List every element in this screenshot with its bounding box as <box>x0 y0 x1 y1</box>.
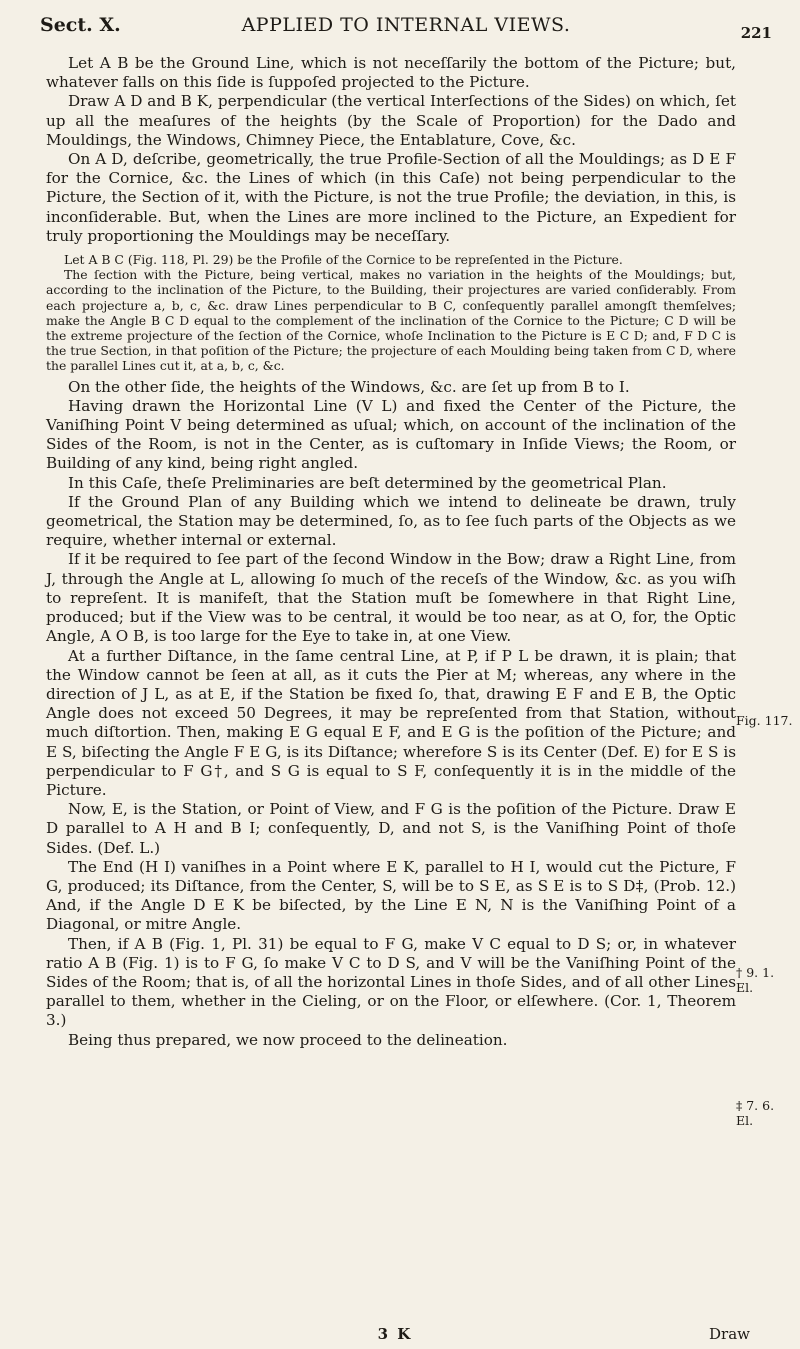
section-label: Sect. X. <box>40 14 121 36</box>
footnote-block <box>46 252 736 374</box>
paragraph: Now, E, is the Station, or Point of View, and F G is the poſition of the Picture. Draw E D parallel to A H and B I; conſequently, D, and not S, is the Vaniſhing Point of thoſe Sides. (Def. L.) <box>46 800 736 857</box>
paragraph: On A D, deſcribe, geometrically, the true Profile-Section of all the Mouldings; as D E F for the Cornice, &c. the Lines of which (in this Caſe) not being perpendicular to the Picture, the Section of it, with the Picture, is not the true Profile; the deviation, in this, is inconſiderable. But, when the Lines are more inclined to the Picture, an Expedient for truly proportioning the Mouldings may be neceſſary. <box>46 150 736 245</box>
margin-note-ref-2: ‡ 7. 6. El. <box>736 1098 775 1128</box>
paragraph: On the other ſide, the heights of the Windows, &c. are ſet up from B to I. <box>68 377 630 396</box>
paragraph: In this Caſe, theſe Preliminaries are beſt determined by the geometrical Plan. <box>68 473 667 492</box>
paragraph: If it be required to ſee part of the ſecond Window in the Bow; draw a Right Line, from J, through the Angle at L, allowing ſo much of the receſs of the Window, &c. as you wiſh to repreſent. It is manifeſt, that the Station muſt be ſomewhere in that Right Line, produced; but if the View was to be central, it would be too near, as at O, for, the Optic Angle, A O B, is too large for the Eye to take in, at one View. <box>46 550 736 646</box>
page-title: APPLIED TO INTERNAL VIEWS. <box>241 14 571 36</box>
paragraph: Let A B be the Ground Line, which is not neceſſarily the bottom of the Picture; but, whatever falls on this ſide is ſuppoſed projected to the Picture. <box>46 54 736 92</box>
paragraph: If the Ground Plan of any Building which we intend to delineate be drawn, truly geometrical, the Station may be determined, ſo, as to ſee ſuch parts of the Objects as we require, whether internal or external. <box>46 492 736 550</box>
paragraph: Draw A D and B K, perpendicular (the vertical Interſections of the Sides) on which, ſet up all the meaſures of the heights (by the Scale of Proportion) for the Dado and Mouldings, the Windows, Chimney Piece, the Entablature, Cove, &c. <box>46 92 736 149</box>
signature-mark: 3 K <box>377 1325 413 1343</box>
paragraph: Having drawn the Horizontal Line (V L) and fixed the Center of the Picture, the Vaniſhing Point V being determined as uſual; which, on account of the inclination of the Sides of the Room, is not in the Center, as is cuſtomary in Inſide Views; the Room, or Building of any kind, being right angled. <box>46 396 736 473</box>
paragraph: Being thus prepared, we now proceed to the delineation. <box>68 1030 508 1049</box>
catchword: Draw <box>709 1325 750 1343</box>
running-header <box>40 14 772 44</box>
paragraph: The End (H I) vaniſhes in a Point where E K, parallel to H I, would cut the Picture, F G, produced; its Diſtance, from the Center, S, will be to S E, as S E is to S D‡, (Prob. 12.) And, if the Angle D E K be biſected, by the Line E N, N is the Vaniſhing Point of a Diagonal, or mitre Angle. <box>46 857 736 934</box>
margin-note-fig: Fig. 117. <box>736 713 793 728</box>
paragraph: At a further Diſtance, in the ſame central Line, at P, if P L be drawn, it is plain; that the Window cannot be ſeen at all, as it cuts the Pier at M; whereas, any where in the direction of J L, as at E, if the Station be fixed ſo, that, drawing E F and E B, the Optic Angle does not exceed 50 Degrees, it may be repreſented from that Station, without much diſtortion. Then, making E G equal E F, and E G is the poſition of the Picture; and E S, biſecting the Angle F E G, is its Diſtance; wherefore S is its Center (Def. E) for E S is perpendicular to F G†, and S G is equal to S F, conſequently it is in the middle of the Picture. <box>46 646 736 799</box>
note-paragraph: The ſection with the Picture, being vertical, makes no variation in the heights of the Mouldings; but, according to the inclination of the Picture, to the Building, their projectures are varied conſiderably. From each projecture a, b, c, &c. draw Lines perpendicular to B C, conſequently parallel amongſt themſelves; make the Angle B C D equal to the complement of the inclination of the Cornice to the Picture; C D will be the extreme projecture of the ſection of the Cornice, whoſe Inclination to the Picture is E C D; and, F D C is the true Section, in that poſition of the Picture; the projecture of each Moulding being taken from C D, where the parallel Lines cut it, at a, b, c, &c. <box>46 267 736 374</box>
page-footer <box>40 1325 750 1345</box>
text-body <box>46 54 736 1050</box>
margin-note-ref-1: † 9. 1. El. <box>736 965 775 995</box>
page-number: 221 <box>740 24 772 42</box>
paragraph: Then, if A B (Fig. 1, Pl. 31) be equal to F G, make V C equal to D S; or, in whatever ratio A B (Fig. 1) is to F G, ſo make V C to D S, and V will be the Vaniſhing Point of the Sides of the Room; that is, of all the horizontal Lines in thoſe Sides, and of all other Lines parallel to them, whether in the Cieling, or on the Floor, or elſewhere. (Cor. 1, Theorem 3.) <box>46 934 736 1030</box>
note-paragraph: Let A B C (Fig. 118, Pl. 29) be the Profile of the Cornice to be repreſented in the Picture. <box>64 252 623 268</box>
